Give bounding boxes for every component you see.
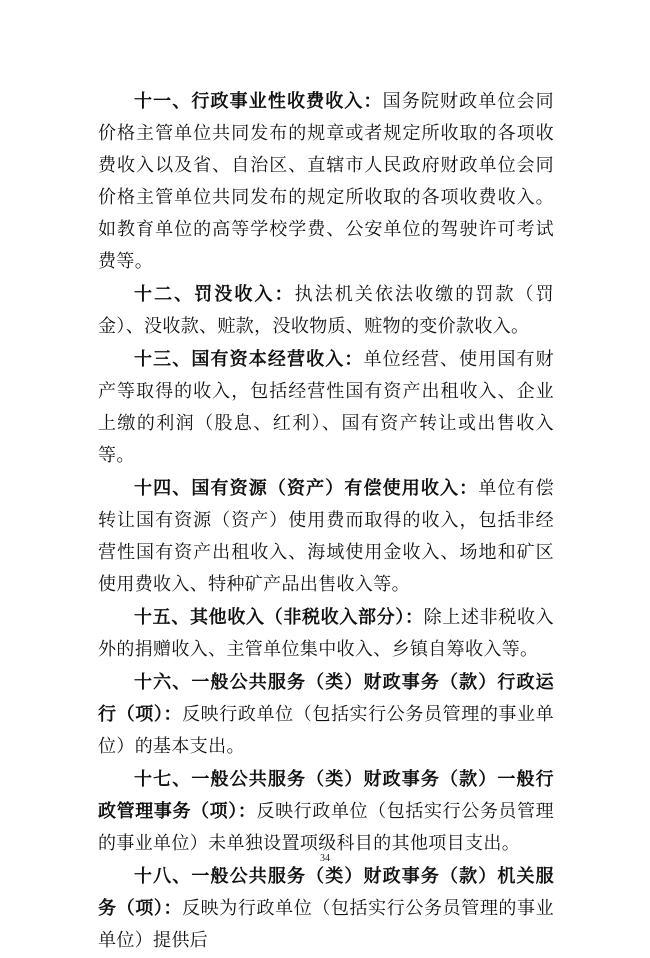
term-heading: 十五、其他收入（非税收入部分）： (134, 607, 424, 628)
term-description: 除上述非税收入外的捐赠收入、主管单位集中收入、乡镇自筹收入等。 (98, 607, 554, 660)
term-heading: 十七、一般公共服务（类）财政事务（款）一般行政管理事务（项）： (98, 769, 554, 822)
term-description: 国务院财政单位会同价格主管单位共同发布的规章或者规定所收取的各项收费收入以及省、自治区、直辖市人民政府财政单位会同价格主管单位共同发布的规定所收取的各项收费收入。如教育单位的高等学校学费、公安单位的驾驶许可考试费等。 (98, 91, 554, 272)
term-heading: 十八、一般公共服务（类）财政事务（款）机关服务（项）： (98, 866, 554, 919)
term-description: 单位经营、使用国有财产等取得的收入，包括经营性国有资产出租收入、企业上缴的利润（股息、红利）、国有资产转让或出售收入等。 (98, 349, 554, 466)
paragraph-item-16 (98, 667, 554, 763)
term-heading: 十六、一般公共服务（类）财政事务（款）行政运行（项）： (98, 672, 554, 725)
paragraph-item-18 (98, 861, 554, 957)
term-description: 反映行政单位（包括实行公务员管理的事业单位）的基本支出。 (98, 704, 555, 757)
term-heading: 十三、国有资本经营收入： (134, 349, 364, 370)
page-number: 34 (320, 853, 330, 864)
document-body (98, 86, 554, 958)
paragraph-item-17 (98, 764, 554, 860)
term-description: 反映行政单位（包括实行公务员管理的事业单位）未单独设置项级科目的其他项目支出。 (98, 801, 554, 854)
term-description: 反映为行政单位（包括实行公务员管理的事业单位）提供后 (98, 898, 555, 951)
term-heading: 十一、行政事业性收费收入： (134, 91, 383, 112)
paragraph-item-11 (98, 86, 554, 278)
term-heading: 十四、国有资源（资产）有偿使用收入： (134, 478, 479, 499)
paragraph-item-15 (98, 602, 554, 666)
paragraph-item-14 (98, 473, 554, 601)
term-description: 单位有偿转让国有资源（资产）使用费而取得的收入，包括非经营性国有资产出租收入、海域使用金收入、场地和矿区使用费收入、特种矿产品出售收入等。 (98, 478, 554, 595)
term-description: 执法机关依法收缴的罚款（罚金）、没收款、赃款，没收物质、赃物的变价款收入。 (98, 284, 554, 337)
paragraph-item-13 (98, 344, 554, 472)
term-heading: 十二、罚没收入： (134, 284, 295, 305)
paragraph-item-12 (98, 279, 554, 343)
